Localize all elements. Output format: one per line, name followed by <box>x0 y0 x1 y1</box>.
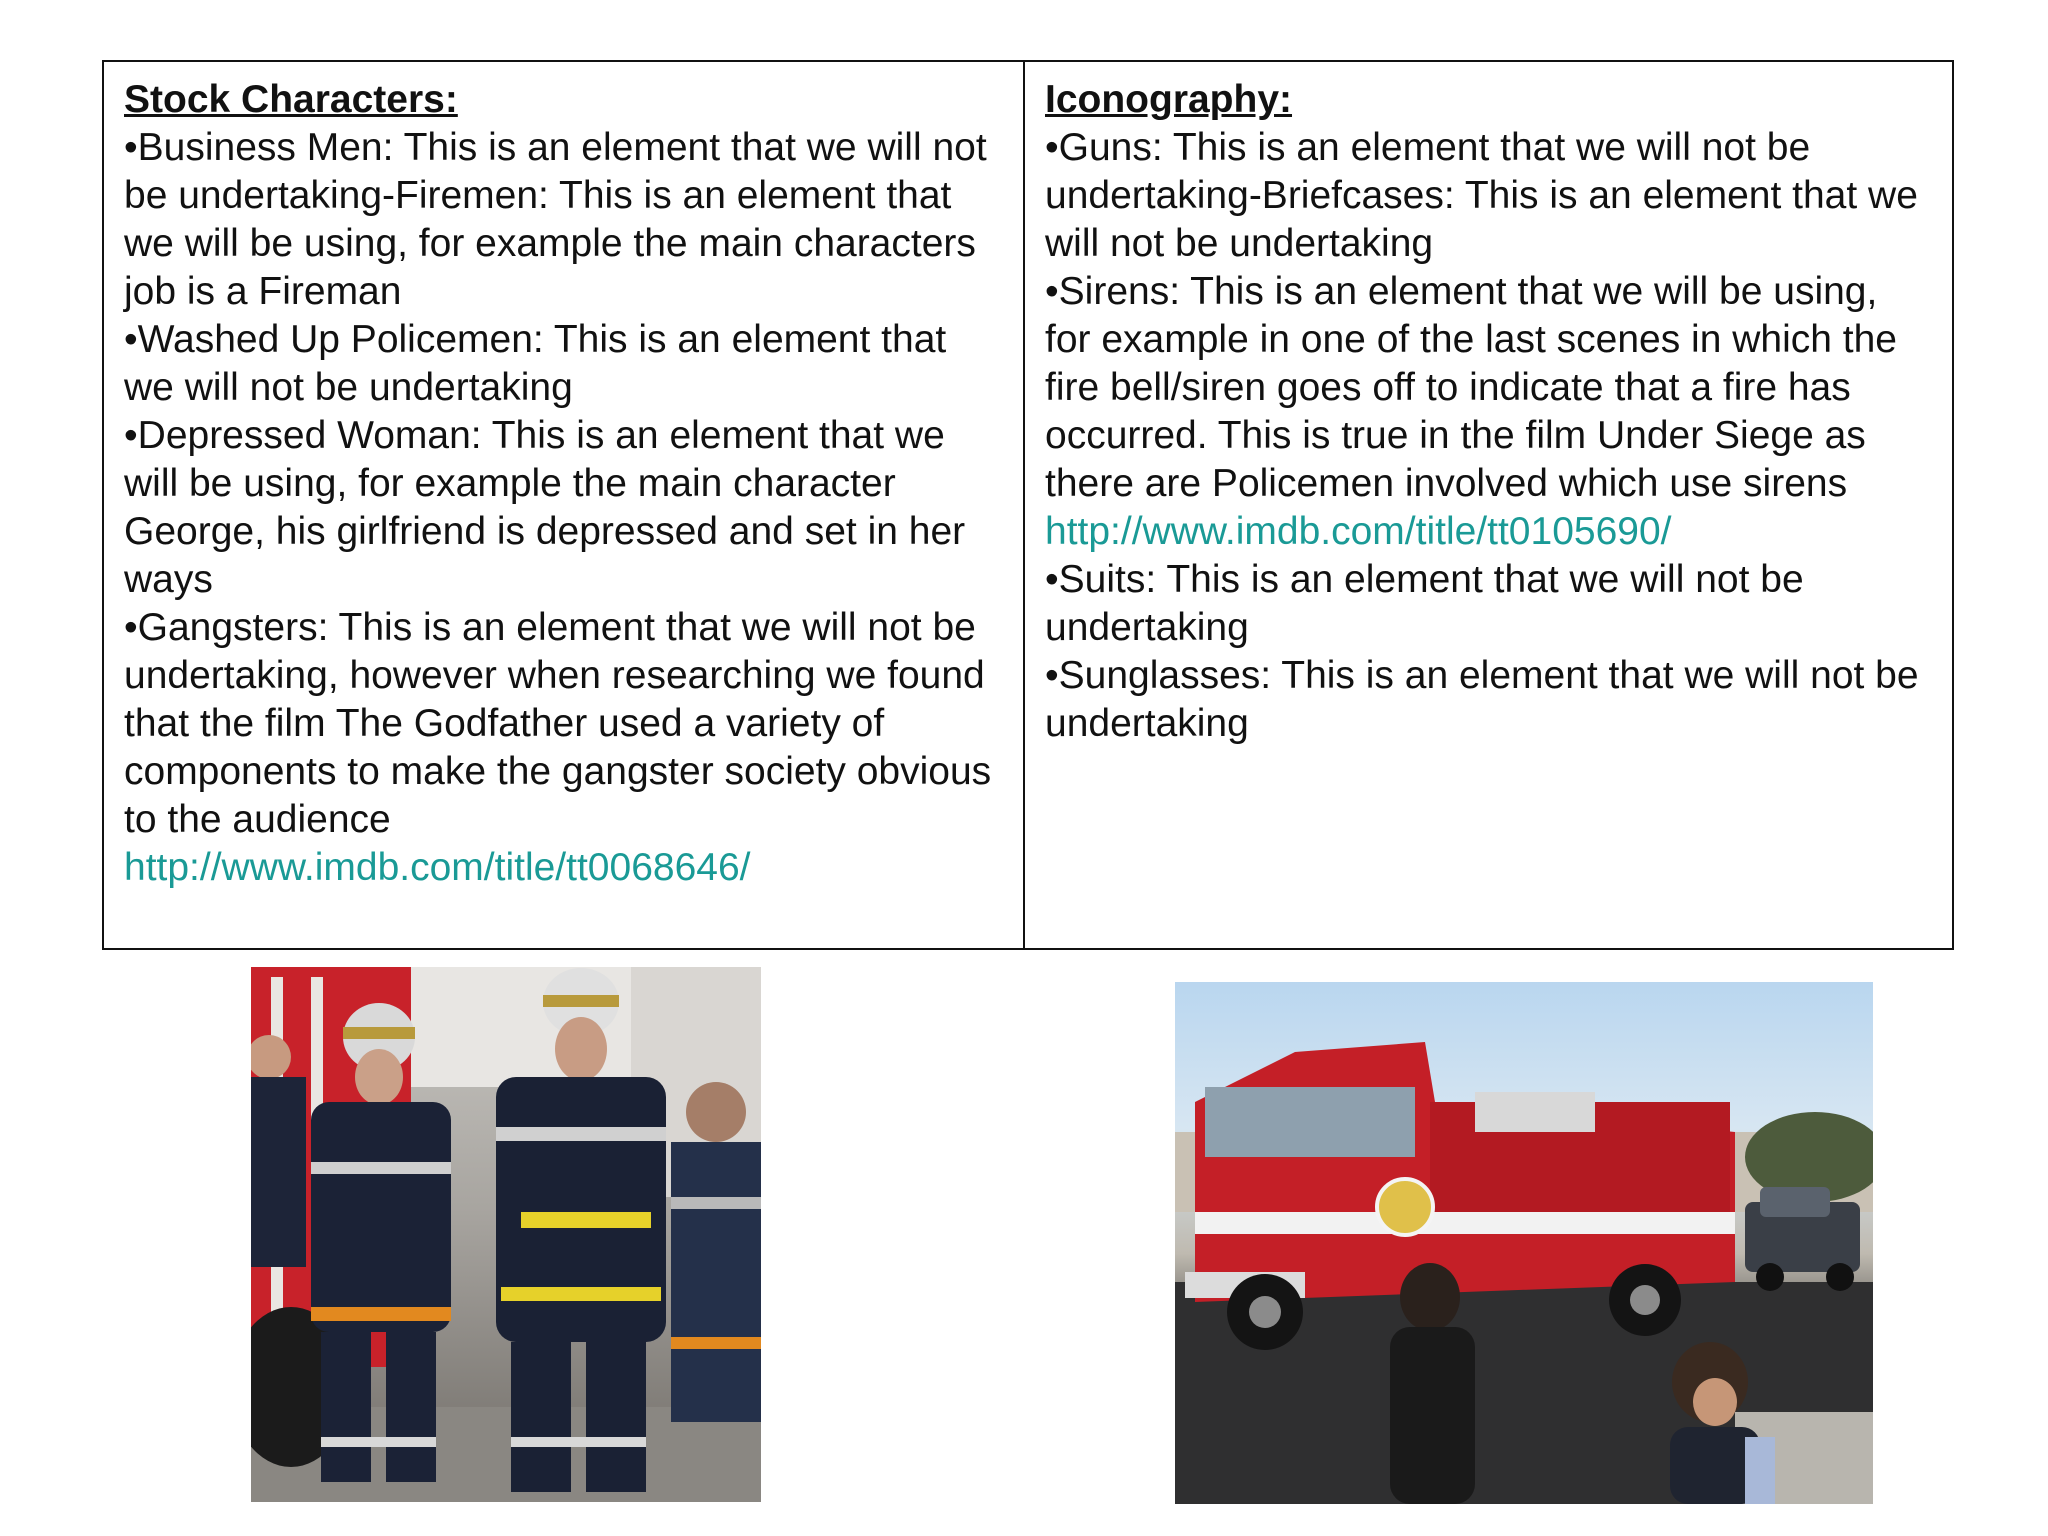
iconography-item-suits: •Suits: This is an element that we will not be undertaking <box>1045 558 1804 649</box>
stock-characters-heading: Stock Characters: <box>124 78 458 121</box>
stock-characters-item-business-men: •Business Men: This is an element that we will not be undertaking-Firemen: This is an element that we will be using, for example the main characters job is a Fireman <box>124 126 987 313</box>
stock-characters-item-policemen: •Washed Up Policemen: This is an element that we will not be undertaking <box>124 318 947 409</box>
iconography-heading: Iconography: <box>1045 78 1293 121</box>
iconography-item-sirens: •Sirens: This is an element that we will be using, for example in one of the last scenes in which the fire bell/siren goes off to indicate that a fire has occurred. This is true in the film Under Siege as there are Policemen involved which use sirens <box>1045 270 1897 505</box>
godfather-imdb-link[interactable]: http://www.imdb.com/title/tt0068646/ <box>124 846 751 889</box>
fire-truck-illustration <box>1175 982 1873 1504</box>
firefighters-illustration <box>251 967 761 1502</box>
under-siege-imdb-link[interactable]: http://www.imdb.com/title/tt0105690/ <box>1045 510 1672 553</box>
two-column-table <box>102 60 1954 950</box>
fire-truck-photo <box>1175 982 1873 1504</box>
stock-characters-item-gangsters: •Gangsters: This is an element that we will not be undertaking, however when researching we found that the film The Godfather used a variety of components to make the gangster society obvious to the audience <box>124 606 992 841</box>
stock-characters-column <box>104 62 1025 948</box>
firefighters-photo <box>251 967 761 1502</box>
iconography-column <box>1025 62 1952 948</box>
iconography-item-guns: •Guns: This is an element that we will not be undertaking-Briefcases: This is an element that we will not be undertaking <box>1045 126 1918 265</box>
iconography-item-sunglasses: •Sunglasses: This is an element that we will not be undertaking <box>1045 654 1919 745</box>
stock-characters-item-depressed-woman: •Depressed Woman: This is an element that we will be using, for example the main character George, his girlfriend is depressed and set in her ways <box>124 414 966 601</box>
